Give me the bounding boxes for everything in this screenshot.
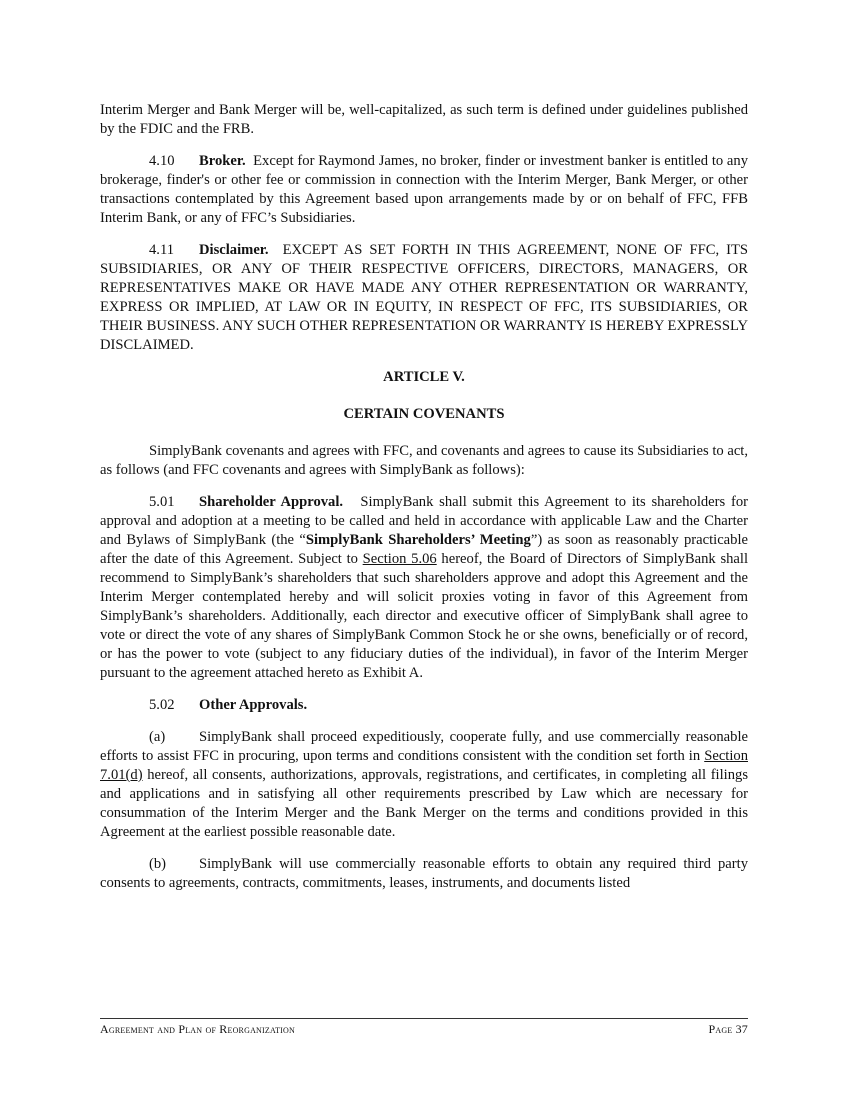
section-ref-link: Section 7.01(d) (100, 748, 748, 783)
intro-continuation: Interim Merger and Bank Merger will be, well-capitalized, as such term is defined under guidelines published by the FDIC and the FRB. (100, 102, 748, 137)
clause-label: (b) (149, 856, 167, 872)
page-footer (100, 1018, 748, 1037)
section-4-10 (100, 152, 748, 228)
section-title: Other Approvals. (199, 697, 308, 713)
clause-text: SimplyBank will use commercially reasonable efforts to obtain any required third party consents to agreements, contracts, commitments, leases, instruments, and documents listed (100, 856, 748, 891)
clause-label: (a) (149, 729, 166, 745)
clause-text-2: hereof, all consents, authorizations, approvals, registrations, and certificates, in completing all filings and applications and in satisfying all other requirements prescribed by Law which are necessary for consummation of the Interim Merger and the Bank Merger on the terms and conditions provided in this Agreement at the earliest possible reasonable date. (100, 767, 748, 840)
footer-title: Agreement and Plan of Reorganization (100, 1022, 295, 1036)
section-text-c: hereof, the Board of Directors of SimplyBank shall recommend to SimplyBank’s shareholders that such shareholders approve and adopt this Agreement and the Interim Merger contemplated hereby and will solicit proxies voting in favor of this Agreement from SimplyBank’s shareholders. Additionally, each director and executive officer of SimplyBank shall agree to vote or direct the vote of any shares of SimplyBank Common Stock he or she owns, beneficially or of record, or has the power to vote (subject to any fiduciary duties of the individual), in favor of the Interim Merger pursuant to the agreement attached hereto as Exhibit A. (100, 551, 749, 681)
article-label: ARTICLE V. (383, 369, 465, 385)
covenants-intro: SimplyBank covenants and agrees with FFC, and covenants and agrees to cause its Subsidiaries to act, as follows (and FFC covenants and agrees with SimplyBank as follows): (100, 443, 748, 478)
section-5-02-a (100, 728, 748, 842)
section-title: Shareholder Approval. (199, 494, 344, 510)
section-4-11 (100, 241, 748, 355)
section-5-01 (100, 493, 748, 683)
section-5-02-b (100, 855, 748, 893)
page-number: Page 37 (708, 1022, 748, 1036)
section-title: Disclaimer. (199, 242, 269, 258)
section-text: EXCEPT AS SET FORTH IN THIS AGREEMENT, NONE OF FFC, ITS SUBSIDIARIES, OR ANY OF THEIR RESPECTIVE OFFICERS, DIRECTORS, MANAGERS, OR REPRESENTATIVES MAKE OR HAVE MADE ANY OTHER REPRESENTATION OR WARRANTY, EXPRESS OR IMPLIED, AT LAW OR IN EQUITY, IN RESPECT OF FFC, ITS SUBSIDIARIES, OR THEIR BUSINESS. ANY SUCH OTHER REPRESENTATION OR WARRANTY IS HEREBY EXPRESSLY DISCLAIMED. (100, 242, 749, 353)
section-text-b: ”) as soon as reasonably practicable after the date of this Agreement. Subject to (100, 532, 748, 567)
section-ref-link: Section 5.06 (362, 551, 437, 567)
section-number: 4.10 (149, 153, 175, 169)
section-number: 5.01 (149, 494, 175, 510)
section-number: 5.02 (149, 697, 175, 713)
clause-text-1: SimplyBank shall proceed expeditiously, cooperate fully, and use commercially reasonable efforts to assist FFC in procuring, upon terms and conditions consistent with the condition set forth in (100, 729, 748, 764)
document-page (100, 101, 748, 906)
section-title: Broker. (199, 153, 246, 169)
section-text-a: SimplyBank shall submit this Agreement to its shareholders for approval and adoption at a meeting to be called and held in accordance with applicable Law and the Charter and Bylaws of SimplyBank (the “ (100, 494, 748, 548)
section-text: Except for Raymond James, no broker, finder or investment banker is entitled to any brokerage, finder's or other fee or commission in connection with the Interim Merger, Bank Merger, or other transactions contemplated by this Agreement based upon arrangements made by or on behalf of FFC, FFB Interim Bank, or any of FFC’s Subsidiaries. (100, 153, 748, 226)
section-number: 4.11 (149, 242, 174, 258)
section-5-02 (100, 696, 748, 715)
defined-term: SimplyBank Shareholders’ Meeting (305, 532, 531, 548)
article-title: CERTAIN COVENANTS (343, 406, 505, 422)
